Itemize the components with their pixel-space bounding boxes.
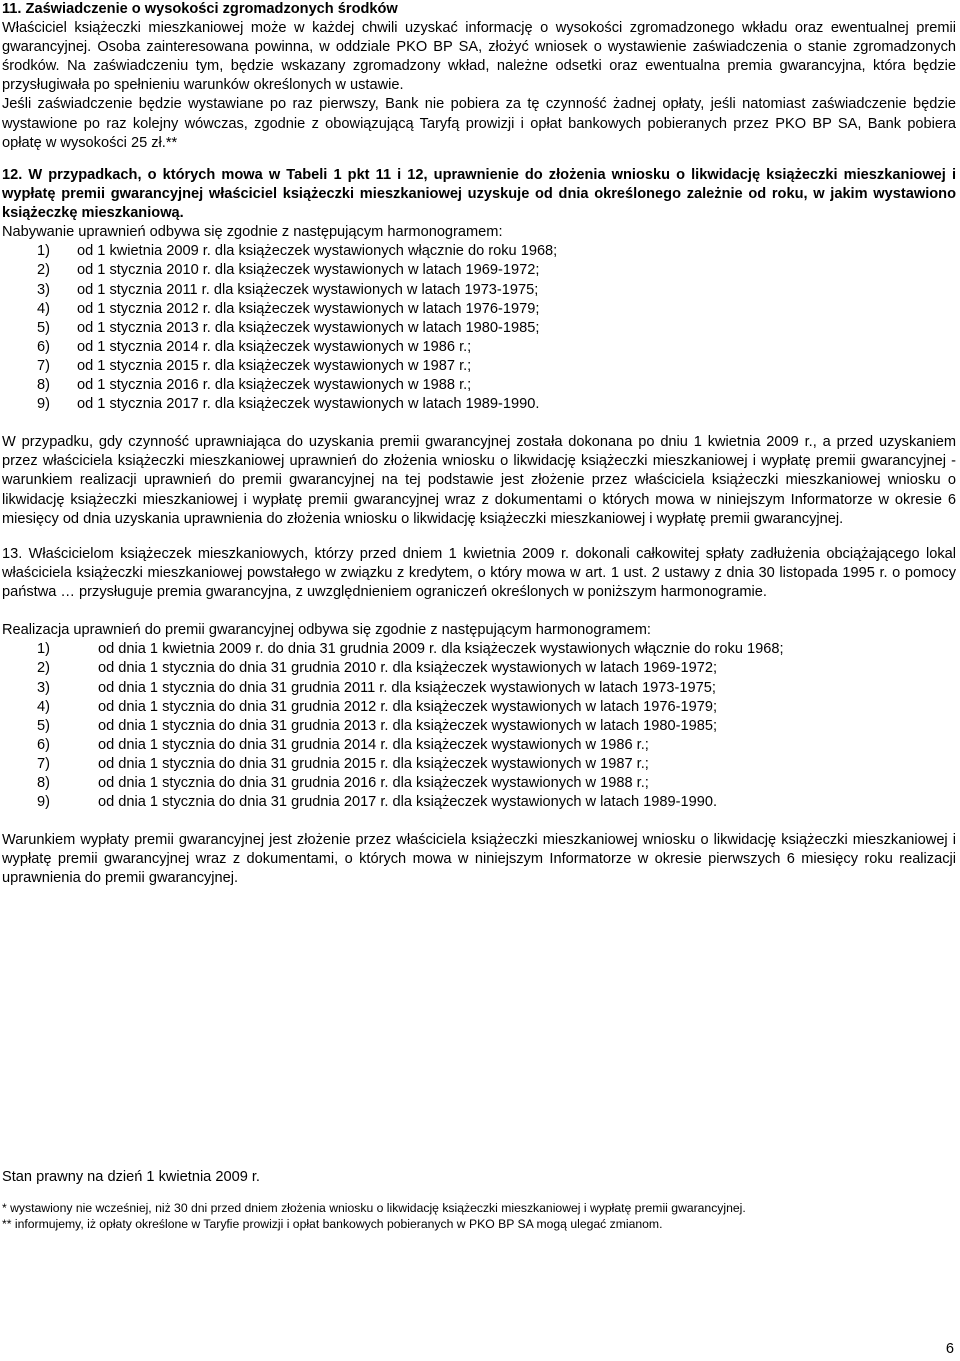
section-13 xyxy=(2,545,956,889)
list-item xyxy=(2,698,956,717)
list-item-number: 1) xyxy=(37,243,50,260)
list-item-number: 2) xyxy=(37,660,50,677)
list-item-text: od 1 stycznia 2017 r. dla książeczek wystawionych w latach 1989-1990. xyxy=(77,396,540,413)
list-item-number: 8) xyxy=(37,775,50,792)
list-item-number: 6) xyxy=(37,736,50,753)
list-item-number: 3) xyxy=(37,679,50,696)
list-item-number: 7) xyxy=(37,755,50,772)
list-item xyxy=(2,736,956,755)
list-item-text: od dnia 1 stycznia do dnia 31 grudnia 2017 r. dla książeczek wystawionych w latach 1989-1990. xyxy=(98,794,717,811)
list-item-text: od 1 stycznia 2010 r. dla książeczek wystawionych w latach 1969-1972; xyxy=(77,262,540,279)
list-item-number: 7) xyxy=(37,357,50,374)
section-11-heading: 11. Zaświadczenie o wysokości zgromadzonych środków xyxy=(2,1,398,17)
list-item xyxy=(2,376,956,395)
list-item-number: 3) xyxy=(37,281,50,298)
list-item xyxy=(2,793,956,812)
page-number: 6 xyxy=(945,1341,954,1357)
section-13-schedule-list xyxy=(2,640,956,812)
list-item xyxy=(2,261,956,280)
section-13-intro: Realizacja uprawnień do premii gwarancyjnej odbywa się zgodnie z następującym harmonogramem: xyxy=(2,622,651,639)
list-item-text: od dnia 1 stycznia do dnia 31 grudnia 2014 r. dla książeczek wystawionych w 1986 r.; xyxy=(98,736,649,753)
list-item-text: od 1 stycznia 2015 r. dla książeczek wystawionych w 1987 r.; xyxy=(77,357,472,374)
legal-status-date: Stan prawny na dzień 1 kwietnia 2009 r. xyxy=(2,1169,260,1185)
section-12-paragraph: W przypadku, gdy czynność uprawniająca do uzyskania premii gwarancyjnej została dokonana po dniu 1 kwietnia 2009 r., a przed uzyskaniem przez właściciela książeczki mieszkaniowej uprawnień do złożenia wniosku o likwidację książeczki mieszkaniowej i wypłatę premii gwarancyjnej - warunkiem realizacji uprawnień do premii gwarancyjnej na tej podstawie jest złożenie przez właściciela książeczki mieszkaniowej wniosku o likwidację książeczki mieszkaniowej i wypłatę premii gwarancyjnej wraz z dokumentami o których mowa w niniejszym Informatorze w okresie 6 miesięcy od dnia uzyskania uprawnienia do złożenia wniosku o likwidację książeczki mieszkaniowej i wypłatę premii gwarancyjnej. xyxy=(2,434,956,527)
list-item-text: od dnia 1 stycznia do dnia 31 grudnia 2011 r. dla książeczek wystawionych w latach 1973-1975; xyxy=(98,679,716,696)
list-item-text: od dnia 1 stycznia do dnia 31 grudnia 2012 r. dla książeczek wystawionych w latach 1976-1979; xyxy=(98,698,717,715)
section-13-paragraph-2: Warunkiem wypłaty premii gwarancyjnej jest złożenie przez właściciela książeczki mieszkaniowej wniosku o likwidację książeczki mieszkaniowej i wypłatę premii gwarancyjnej wraz z dokumentami, o których mowa w niniejszym Informatorze w okresie pierwszych 6 miesięcy roku realizacji uprawnienia do premii gwarancyjnej. xyxy=(2,832,956,887)
list-item-text: od 1 kwietnia 2009 r. dla książeczek wystawionych włącznie do roku 1968; xyxy=(77,243,558,260)
list-item xyxy=(2,281,956,300)
list-item-text: od 1 stycznia 2011 r. dla książeczek wystawionych w latach 1973-1975; xyxy=(77,281,539,298)
section-12-heading: 12. W przypadkach, o których mowa w Tabeli 1 pkt 11 i 12, uprawnienie do złożenia wniosku o likwidację książeczki mieszkaniowej i wypłatę premii gwarancyjnej właściciel książeczki mieszkaniowej uzyskuje od dnia określonego zależnie od roku, w jakim wystawiono książeczkę mieszkaniową. xyxy=(2,167,956,222)
section-12 xyxy=(2,166,956,529)
list-item-number: 5) xyxy=(37,319,50,336)
list-item xyxy=(2,679,956,698)
list-item-text: od 1 stycznia 2016 r. dla książeczek wystawionych w 1988 r.; xyxy=(77,377,472,394)
list-item-text: od dnia 1 kwietnia 2009 r. do dnia 31 grudnia 2009 r. dla książeczek wystawionych włącznie do roku 1968; xyxy=(98,641,784,658)
list-item xyxy=(2,774,956,793)
section-13-paragraph-1: 13. Właścicielom książeczek mieszkaniowych, którzy przed dniem 1 kwietnia 2009 r. dokonali całkowitej spłaty zadłużenia obciążającego lokal właściciela książeczki mieszkaniowej powstałego w związku z kredytem, o który mowa w art. 1 ust. 2 ustawy z dnia 30 listopada 1995 r. o pomocy państwa … przysługuje premia gwarancyjna, z uwzględnieniem ograniczeń określonych w poniższym harmonogramie. xyxy=(2,546,956,601)
list-item-text: od 1 stycznia 2014 r. dla książeczek wystawionych w 1986 r.; xyxy=(77,338,472,355)
list-item-number: 8) xyxy=(37,377,50,394)
list-item-text: od dnia 1 stycznia do dnia 31 grudnia 2016 r. dla książeczek wystawionych w 1988 r.; xyxy=(98,775,649,792)
list-item xyxy=(2,717,956,736)
list-item-number: 4) xyxy=(37,300,50,317)
list-item-number: 4) xyxy=(37,698,50,715)
list-item-text: od 1 stycznia 2013 r. dla książeczek wystawionych w latach 1980-1985; xyxy=(77,319,540,336)
list-item xyxy=(2,319,956,338)
list-item-number: 1) xyxy=(37,641,50,658)
list-item xyxy=(2,659,956,678)
list-item-text: od dnia 1 stycznia do dnia 31 grudnia 2015 r. dla książeczek wystawionych w 1987 r.; xyxy=(98,755,649,772)
list-item xyxy=(2,395,956,414)
list-item-number: 9) xyxy=(37,396,50,413)
section-11-paragraph-2: Jeśli zaświadczenie będzie wystawiane po raz pierwszy, Bank nie pobiera za tę czynność żadnej opłaty, jeśli natomiast zaświadczenie będzie wystawione po raz kolejny wówczas, zgodnie z obowiązującą Taryfą prowizji i opłat bankowych pobieranych przez PKO BP SA, Bank pobiera opłatę w wysokości 25 zł.** xyxy=(2,96,956,151)
list-item-number: 2) xyxy=(37,262,50,279)
footnote-1: * wystawiony nie wcześniej, niż 30 dni przed dniem złożenia wniosku o likwidację książeczki mieszkaniowej i wypłatę premii gwarancyjnej. xyxy=(2,1201,746,1215)
section-12-intro: Nabywanie uprawnień odbywa się zgodnie z następującym harmonogramem: xyxy=(2,224,503,241)
list-item-number: 5) xyxy=(37,717,50,734)
list-item-text: od dnia 1 stycznia do dnia 31 grudnia 2010 r. dla książeczek wystawionych w latach 1969-1972; xyxy=(98,660,717,677)
list-item-number: 9) xyxy=(37,794,50,811)
section-11 xyxy=(2,0,956,153)
section-12-schedule-list xyxy=(2,242,956,414)
list-item xyxy=(2,755,956,774)
list-item xyxy=(2,640,956,659)
footnote-2: ** informujemy, iż opłaty określone w Taryfie prowizji i opłat bankowych pobieranych w PKO BP SA mogą ulegać zmianom. xyxy=(2,1217,663,1231)
list-item xyxy=(2,300,956,319)
list-item-text: od 1 stycznia 2012 r. dla książeczek wystawionych w latach 1976-1979; xyxy=(77,300,540,317)
list-item xyxy=(2,338,956,357)
list-item xyxy=(2,242,956,261)
list-item xyxy=(2,357,956,376)
section-11-paragraph-1: Właściciel książeczki mieszkaniowej może w każdej chwili uzyskać informację o wysokości zgromadzonego wkładu oraz ewentualnej premii gwarancyjnej. Osoba zainteresowana powinna, w oddziale PKO BP SA, złożyć wniosek o wystawienie zaświadczenia o stanie zgromadzonych środków. Na zaświadczeniu tym, będzie wskazany zgromadzony wkład, należne odsetki oraz ewentualna premia gwarancyjna, która będzie przysługiwała po spełnieniu warunków określonych w ustawie. xyxy=(2,20,956,94)
list-item-number: 6) xyxy=(37,338,50,355)
list-item-text: od dnia 1 stycznia do dnia 31 grudnia 2013 r. dla książeczek wystawionych w latach 1980-1985; xyxy=(98,717,717,734)
